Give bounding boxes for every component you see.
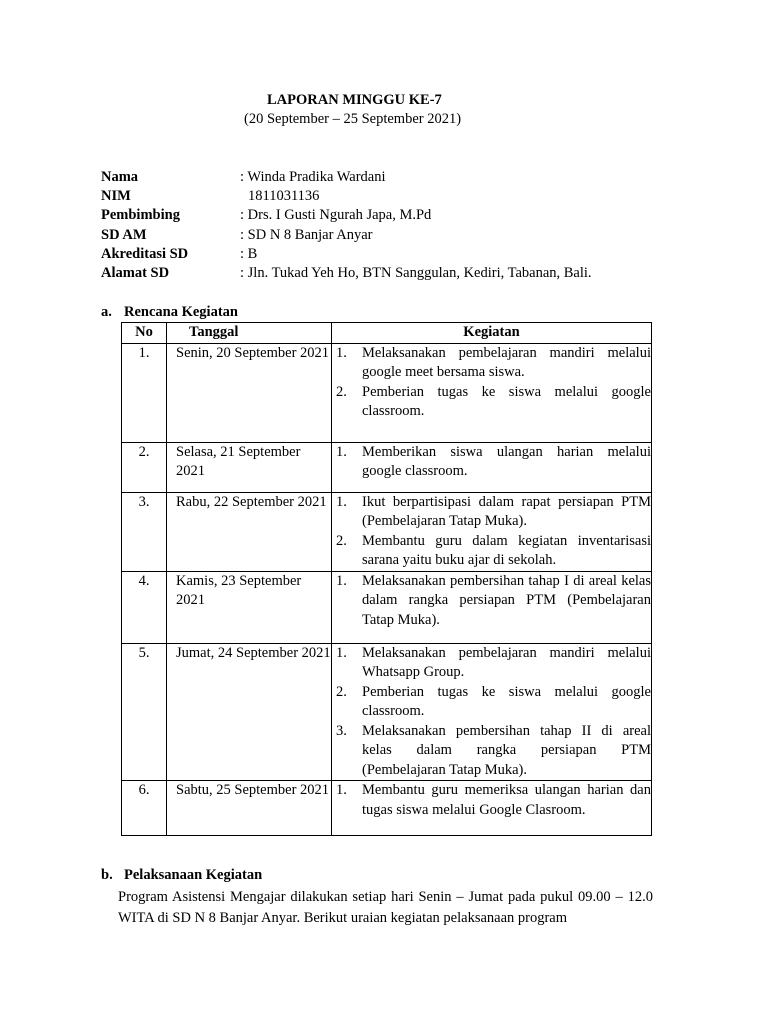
activity-number: 1. bbox=[336, 493, 347, 510]
identity-label-nim: NIM bbox=[101, 188, 131, 204]
activity-text: Membantu guru dalam kegiatan inventarisasi sarana yaitu buku ajar di sekolah. bbox=[362, 532, 651, 568]
identity-label-sd-am: SD AM bbox=[101, 227, 147, 243]
activity-text: Melaksanakan pembersihan tahap I di areal kelas dalam rangka persiapan PTM (Pembelajaran Tatap Muka). bbox=[362, 572, 651, 628]
activity-item bbox=[336, 683, 651, 722]
activity-number: 1. bbox=[336, 782, 347, 798]
activity-text: Pemberian tugas ke siswa melalui google classroom. bbox=[362, 383, 651, 419]
activity-item bbox=[336, 344, 651, 383]
identity-label-pembimbing: Pembimbing bbox=[101, 207, 180, 223]
activity-text: Pemberian tugas ke siswa melalui google classroom. bbox=[362, 683, 651, 719]
section-a-heading: Rencana Kegiatan bbox=[124, 304, 238, 320]
activity-number: 1. bbox=[336, 644, 347, 661]
table-row bbox=[122, 571, 652, 643]
activity-number: 2. bbox=[336, 383, 347, 400]
activity-plan-table bbox=[121, 322, 652, 836]
activity-text: Ikut berpartisipasi dalam rapat persiapan PTM (Pembelajaran Tatap Muka). bbox=[362, 493, 651, 529]
row-activities bbox=[332, 492, 652, 571]
activity-item bbox=[336, 572, 651, 631]
row-number: 3. bbox=[122, 492, 167, 571]
activity-text: Melaksanakan pembersihan tahap II di areal kelas dalam rangka persiapan PTM (Pembelajaran Tatap Muka). bbox=[362, 722, 651, 778]
row-date: Kamis, 23 September 2021 bbox=[167, 571, 332, 643]
column-header-kegiatan: Kegiatan bbox=[332, 323, 652, 344]
row-number: 2. bbox=[122, 442, 167, 492]
activity-number: 2. bbox=[336, 683, 347, 700]
row-date: Senin, 20 September 2021 bbox=[167, 343, 332, 442]
activity-text: Melaksanakan pembelajaran mandiri melalui google meet bersama siswa. bbox=[362, 344, 651, 380]
row-date: Selasa, 21 September 2021 bbox=[167, 442, 332, 492]
row-date: Rabu, 22 September 2021 bbox=[167, 492, 332, 571]
activity-number: 1. bbox=[336, 572, 347, 589]
section-a-marker: a. bbox=[101, 304, 112, 320]
row-activities bbox=[332, 571, 652, 643]
row-date: Sabtu, 25 September 2021 bbox=[167, 781, 332, 836]
activity-item bbox=[336, 781, 651, 820]
column-header-no: No bbox=[122, 323, 167, 344]
identity-value-akreditasi: : B bbox=[240, 246, 258, 262]
activity-item bbox=[336, 532, 651, 571]
identity-value-nama: : Winda Pradika Wardani bbox=[240, 169, 386, 185]
identity-value-sd-am: : SD N 8 Banjar Anyar bbox=[240, 227, 373, 243]
activity-number: 1. bbox=[336, 443, 347, 460]
table-row bbox=[122, 492, 652, 571]
identity-value-pembimbing: : Drs. I Gusti Ngurah Japa, M.Pd bbox=[240, 207, 432, 223]
identity-label-alamat: Alamat SD bbox=[101, 265, 170, 281]
identity-value-alamat: : Jln. Tukad Yeh Ho, BTN Sanggulan, Kediri, Tabanan, Bali. bbox=[240, 265, 592, 281]
table-row bbox=[122, 442, 652, 492]
column-header-tanggal: Tanggal bbox=[167, 323, 332, 344]
identity-value-nim: 1811031136 bbox=[248, 188, 320, 204]
activity-number: 1. bbox=[336, 344, 347, 361]
row-activities bbox=[332, 781, 652, 836]
row-date: Jumat, 24 September 2021 bbox=[167, 643, 332, 781]
activity-item bbox=[336, 493, 651, 532]
row-activities bbox=[332, 643, 652, 781]
row-activities bbox=[332, 442, 652, 492]
table-header-row bbox=[122, 323, 652, 344]
row-number: 6. bbox=[122, 781, 167, 836]
activity-item bbox=[336, 644, 651, 683]
activity-item bbox=[336, 443, 651, 482]
activity-text: Memberikan siswa ulangan harian melalui google classroom. bbox=[362, 443, 651, 479]
activity-item bbox=[336, 383, 651, 422]
row-number: 4. bbox=[122, 571, 167, 643]
activity-item bbox=[336, 722, 651, 781]
row-number: 1. bbox=[122, 343, 167, 442]
activity-text: Melaksanakan pembelajaran mandiri melalui Whatsapp Group. bbox=[362, 644, 651, 680]
section-b-heading: Pelaksanaan Kegiatan bbox=[124, 867, 263, 883]
row-activities bbox=[332, 343, 652, 442]
activity-number: 2. bbox=[336, 532, 347, 549]
activity-text: Membantu guru memeriksa ulangan harian dan tugas siswa melalui Google Clasroom. bbox=[362, 782, 651, 818]
report-title: LAPORAN MINGGU KE-7 bbox=[267, 92, 442, 108]
section-b-marker: b. bbox=[101, 867, 113, 883]
table-row bbox=[122, 343, 652, 442]
activity-number: 3. bbox=[336, 722, 347, 739]
identity-label-akreditasi: Akreditasi SD bbox=[101, 246, 189, 262]
row-number: 5. bbox=[122, 643, 167, 781]
table-row bbox=[122, 781, 652, 836]
table-row bbox=[122, 643, 652, 781]
report-period: (20 September – 25 September 2021) bbox=[244, 111, 462, 127]
section-b-paragraph: Program Asistensi Mengajar dilakukan setiap hari Senin – Jumat pada pukul 09.00 – 12.0 WITA di SD N 8 Banjar Anyar. Berikut uraian kegiatan pelaksanaan program bbox=[118, 889, 653, 926]
identity-label-nama: Nama bbox=[101, 169, 139, 185]
